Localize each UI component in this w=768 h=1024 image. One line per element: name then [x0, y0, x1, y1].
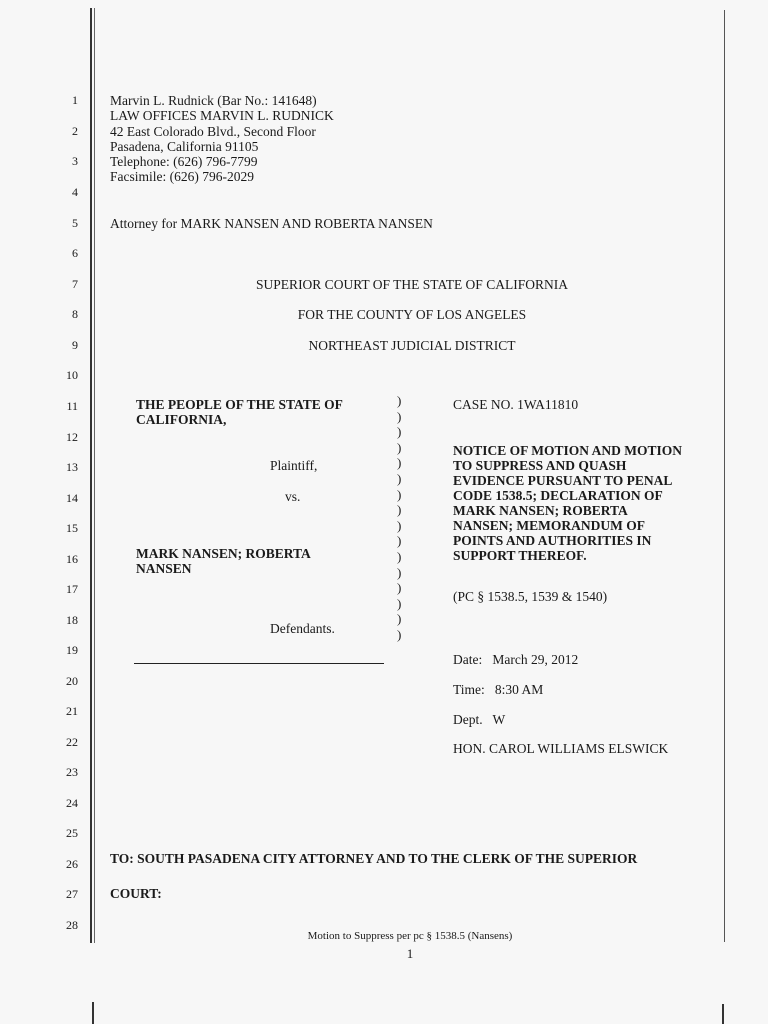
- motion-title-line: MARK NANSEN; ROBERTA: [453, 503, 628, 518]
- firm-name: LAW OFFICES MARVIN L. RUDNICK: [110, 108, 334, 123]
- line-number: 28: [66, 918, 78, 932]
- page-number: 1: [406, 946, 414, 961]
- plaintiff-name: THE PEOPLE OF THE STATE OF: [136, 397, 343, 412]
- motion-title-line: POINTS AND AUTHORITIES IN: [453, 533, 652, 548]
- defendant-name-cont: NANSEN: [136, 561, 192, 576]
- case-number: CASE NO. 1WA11810: [453, 397, 579, 412]
- address-line-1: 42 East Colorado Blvd., Second Floor: [110, 124, 316, 139]
- motion-title-line: NANSEN; MEMORANDUM OF: [453, 518, 645, 533]
- hearing-time: Time: 8:30 AM: [453, 682, 544, 697]
- next-page-right-rule: [722, 1004, 724, 1024]
- line-number: 24: [66, 796, 78, 810]
- line-number: 17: [66, 582, 78, 596]
- plaintiff-label: Plaintiff,: [270, 458, 318, 473]
- line-number: 12: [66, 430, 78, 444]
- line-number: 1: [72, 93, 78, 107]
- plaintiff-name-cont: CALIFORNIA,: [136, 412, 227, 427]
- defendant-name: MARK NANSEN; ROBERTA: [136, 546, 311, 561]
- line-number: 11: [66, 399, 78, 413]
- motion-title-line: TO SUPPRESS AND QUASH: [453, 458, 627, 473]
- court-name: SUPERIOR COURT OF THE STATE OF CALIFORNIA: [256, 277, 568, 292]
- hearing-dept: Dept. W: [453, 712, 506, 727]
- line-number: 15: [66, 521, 78, 535]
- left-margin-rule-inner: [94, 8, 95, 943]
- line-number: 18: [66, 613, 78, 627]
- defendants-label: Defendants.: [270, 621, 335, 636]
- line-number: 3: [72, 154, 78, 168]
- right-margin-rule: [724, 10, 725, 942]
- motion-title-line: NOTICE OF MOTION AND MOTION: [453, 443, 683, 458]
- hearing-date: Date: March 29, 2012: [453, 652, 579, 667]
- line-number: 6: [72, 246, 78, 260]
- court-district: NORTHEAST JUDICIAL DISTRICT: [308, 338, 516, 353]
- line-number: 7: [72, 277, 78, 291]
- footer-title: Motion to Suppress per pc § 1538.5 (Nansens): [307, 930, 513, 942]
- next-page-left-rule: [92, 1002, 94, 1024]
- attorney-name: Marvin L. Rudnick (Bar No.: 141648): [110, 93, 317, 108]
- telephone: Telephone: (626) 796-7799: [110, 154, 258, 169]
- motion-title-line: EVIDENCE PURSUANT TO PENAL: [453, 473, 673, 488]
- line-number: 2: [72, 124, 78, 138]
- judge-name: HON. CAROL WILLIAMS ELSWICK: [453, 741, 669, 756]
- line-number: 8: [72, 307, 78, 321]
- line-number: 22: [66, 735, 78, 749]
- attorney-for: Attorney for MARK NANSEN AND ROBERTA NANSEN: [110, 216, 433, 231]
- line-number: 27: [66, 887, 78, 901]
- line-number: 9: [72, 338, 78, 352]
- court-county: FOR THE COUNTY OF LOS ANGELES: [297, 307, 527, 322]
- left-margin-rule: [90, 8, 92, 943]
- notice-addressee-cont: COURT:: [110, 886, 162, 901]
- motion-title-line: CODE 1538.5; DECLARATION OF: [453, 488, 663, 503]
- line-number: 21: [66, 704, 78, 718]
- address-line-2: Pasadena, California 91105: [110, 139, 259, 154]
- notice-addressee: TO: SOUTH PASADENA CITY ATTORNEY AND TO THE CLERK OF THE SUPERIOR: [110, 851, 638, 866]
- line-number: 20: [66, 674, 78, 688]
- line-number: 14: [66, 491, 78, 505]
- versus: vs.: [285, 489, 301, 504]
- caption-parentheses: ) ) ) ) ) ) ) ) ) ) ) ) ) ) ) ): [397, 393, 402, 642]
- line-number: 4: [72, 185, 78, 199]
- facsimile: Facsimile: (626) 796-2029: [110, 169, 254, 184]
- line-number: 5: [72, 216, 78, 230]
- line-number: 13: [66, 460, 78, 474]
- line-number: 25: [66, 826, 78, 840]
- caption-underline: [134, 663, 384, 664]
- line-number: 19: [66, 643, 78, 657]
- line-number: 26: [66, 857, 78, 871]
- line-number: 16: [66, 552, 78, 566]
- motion-title-line: SUPPORT THEREOF.: [453, 548, 587, 563]
- line-number: 10: [66, 368, 78, 382]
- statute-reference: (PC § 1538.5, 1539 & 1540): [453, 589, 608, 604]
- line-number: 23: [66, 765, 78, 779]
